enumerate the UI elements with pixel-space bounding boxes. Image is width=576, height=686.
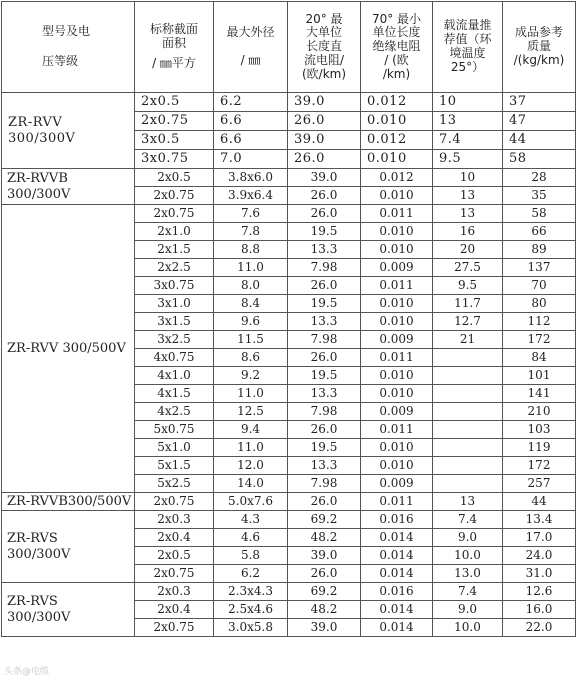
model-line: ZR-RVVB300/500V <box>7 493 132 509</box>
table-cell: 27.5 <box>433 259 503 277</box>
table-cell <box>433 403 503 421</box>
table-cell: 19.5 <box>288 367 361 385</box>
table-cell: 2x0.5 <box>135 547 214 565</box>
table-cell: 9.6 <box>214 313 288 331</box>
table-cell: 11.5 <box>214 331 288 349</box>
table-cell: 26.0 <box>288 150 361 169</box>
table-cell: 28 <box>503 169 576 187</box>
table-cell: 7.4 <box>433 583 503 601</box>
table-cell <box>433 421 503 439</box>
table-cell: 2x0.5 <box>135 169 214 187</box>
table-cell: 10.0 <box>433 619 503 637</box>
table-cell: 13 <box>433 493 503 511</box>
table-cell: 6.6 <box>214 131 288 150</box>
table-cell: 13 <box>433 187 503 205</box>
model-line: 300/300V <box>7 546 71 562</box>
table-row <box>2 583 576 601</box>
table-cell: 26.0 <box>288 493 361 511</box>
table-cell: 3x0.75 <box>135 150 214 169</box>
table-cell: 4.6 <box>214 529 288 547</box>
table-cell: 19.5 <box>288 295 361 313</box>
table-cell: 6.2 <box>214 565 288 583</box>
table-cell: 2x0.3 <box>135 511 214 529</box>
model-line: ZR-RVS <box>7 593 58 609</box>
table-cell: 3x1.0 <box>135 295 214 313</box>
table-cell: 24.0 <box>503 547 576 565</box>
table-cell: 47 <box>503 112 576 131</box>
table-cell: 11.0 <box>214 439 288 457</box>
model-cell <box>2 493 135 511</box>
table-cell: 8.0 <box>214 277 288 295</box>
table-cell: 0.010 <box>361 187 433 205</box>
table-cell: 39.0 <box>288 131 361 150</box>
table-cell: 172 <box>503 457 576 475</box>
table-cell: 3.8x6.0 <box>214 169 288 187</box>
table-cell: 0.010 <box>361 367 433 385</box>
table-cell: 12.6 <box>503 583 576 601</box>
table-cell: 257 <box>503 475 576 493</box>
table-cell: 103 <box>503 421 576 439</box>
table-cell: 0.012 <box>361 169 433 187</box>
table-cell: 0.011 <box>361 421 433 439</box>
table-cell: 5x2.5 <box>135 475 214 493</box>
table-cell: 11.0 <box>214 385 288 403</box>
header-reference-weight: 成品参考 质量 /(kg/km) <box>503 2 576 93</box>
table-cell: 26.0 <box>288 565 361 583</box>
model-line: 300/300V <box>8 130 76 146</box>
table-cell: 0.010 <box>361 223 433 241</box>
table-cell: 39.0 <box>288 547 361 565</box>
table-cell: 69.2 <box>288 583 361 601</box>
table-cell: 13.3 <box>288 241 361 259</box>
table-cell: 22.0 <box>503 619 576 637</box>
table-cell: 7.98 <box>288 403 361 421</box>
table-cell: 13.3 <box>288 457 361 475</box>
table-cell: 19.5 <box>288 439 361 457</box>
table-cell: 26.0 <box>288 205 361 223</box>
table-cell: 0.014 <box>361 565 433 583</box>
model-cell <box>2 583 135 637</box>
table-cell: 172 <box>503 331 576 349</box>
table-cell: 7.98 <box>288 331 361 349</box>
table-cell: 2.3x4.3 <box>214 583 288 601</box>
cable-spec-table <box>1 1 576 637</box>
table-cell: 80 <box>503 295 576 313</box>
table-cell: 137 <box>503 259 576 277</box>
header-current-capacity: 载流量推 荐值（环 境温度 25°） <box>433 2 503 93</box>
table-cell: 2.5x4.6 <box>214 601 288 619</box>
table-cell: 12.7 <box>433 313 503 331</box>
table-cell: 26.0 <box>288 187 361 205</box>
table-cell: 2x0.75 <box>135 205 214 223</box>
table-cell: 2x0.4 <box>135 529 214 547</box>
table-cell: 5x1.0 <box>135 439 214 457</box>
model-line: ZR-RVS <box>7 530 58 546</box>
table-cell: 4x1.0 <box>135 367 214 385</box>
table-cell: 2x0.75 <box>135 112 214 131</box>
table-cell <box>433 385 503 403</box>
table-cell: 5.0x7.6 <box>214 493 288 511</box>
table-cell: 16.0 <box>503 601 576 619</box>
table-cell <box>433 349 503 367</box>
table-cell: 7.6 <box>214 205 288 223</box>
table-cell <box>433 457 503 475</box>
table-cell: 3x0.5 <box>135 131 214 150</box>
header-nominal-area: 标称截面 面积 / ㎜平方 <box>135 2 214 93</box>
table-cell: 2x0.75 <box>135 493 214 511</box>
table-cell: 37 <box>503 93 576 112</box>
table-cell <box>433 439 503 457</box>
table-cell: 13.3 <box>288 313 361 331</box>
table-cell: 8.8 <box>214 241 288 259</box>
table-cell: 26.0 <box>288 112 361 131</box>
table-cell: 0.010 <box>361 241 433 259</box>
table-cell: 0.010 <box>361 385 433 403</box>
table-cell: 9.5 <box>433 150 503 169</box>
table-cell: 19.5 <box>288 223 361 241</box>
table-cell: 9.0 <box>433 529 503 547</box>
table-cell: 112 <box>503 313 576 331</box>
table-cell: 9.0 <box>433 601 503 619</box>
table-cell: 210 <box>503 403 576 421</box>
watermark-text: 头条@电缆 <box>4 667 50 677</box>
table-cell: 3x0.75 <box>135 277 214 295</box>
table-cell: 13.0 <box>433 565 503 583</box>
table-cell: 10.0 <box>433 547 503 565</box>
table-cell: 58 <box>503 150 576 169</box>
table-cell: 0.009 <box>361 475 433 493</box>
table-cell: 84 <box>503 349 576 367</box>
table-cell: 3.0x5.8 <box>214 619 288 637</box>
table-cell: 16 <box>433 223 503 241</box>
table-cell: 11.0 <box>214 259 288 277</box>
table-cell: 10 <box>433 93 503 112</box>
table-cell: 0.011 <box>361 349 433 367</box>
table-cell: 44 <box>503 131 576 150</box>
table-cell: 3x1.5 <box>135 313 214 331</box>
table-cell: 0.010 <box>361 150 433 169</box>
table-cell: 48.2 <box>288 529 361 547</box>
table-cell <box>433 367 503 385</box>
model-cell <box>2 511 135 583</box>
table-cell: 8.6 <box>214 349 288 367</box>
table-cell: 31.0 <box>503 565 576 583</box>
table-cell: 2x0.75 <box>135 619 214 637</box>
table-cell: 0.010 <box>361 457 433 475</box>
table-cell: 0.012 <box>361 131 433 150</box>
table-cell: 2x1.0 <box>135 223 214 241</box>
model-line: 300/300V <box>7 609 71 625</box>
table-cell: 0.011 <box>361 205 433 223</box>
table-cell: 119 <box>503 439 576 457</box>
table-cell: 0.014 <box>361 547 433 565</box>
table-cell: 9.4 <box>214 421 288 439</box>
table-cell: 26.0 <box>288 421 361 439</box>
table-cell: 7.98 <box>288 259 361 277</box>
table-cell: 26.0 <box>288 349 361 367</box>
table-cell: 13.4 <box>503 511 576 529</box>
table-cell: 0.010 <box>361 112 433 131</box>
table-cell: 2x0.75 <box>135 187 214 205</box>
header-dc-resistance: 20° 最 大单位 长度直 流电阻/ (欧/km) <box>288 2 361 93</box>
table-cell: 2x2.5 <box>135 259 214 277</box>
header-insulation-resistance: 70° 最小 单位长度 绝缘电阻 / (欧 /km) <box>361 2 433 93</box>
table-cell: 48.2 <box>288 601 361 619</box>
table-cell: 26.0 <box>288 277 361 295</box>
table-cell: 0.010 <box>361 295 433 313</box>
table-cell: 35 <box>503 187 576 205</box>
table-cell: 0.014 <box>361 619 433 637</box>
table-cell: 0.011 <box>361 277 433 295</box>
table-cell: 13 <box>433 112 503 131</box>
table-row <box>2 493 576 511</box>
table-cell: 8.4 <box>214 295 288 313</box>
table-cell: 69.2 <box>288 511 361 529</box>
model-cell <box>2 169 135 205</box>
table-cell: 17.0 <box>503 529 576 547</box>
table-cell: 44 <box>503 493 576 511</box>
table-cell: 0.010 <box>361 313 433 331</box>
model-line: ZR-RVV <box>8 114 63 130</box>
table-cell: 0.016 <box>361 511 433 529</box>
table-cell: 0.009 <box>361 259 433 277</box>
table-cell: 0.010 <box>361 439 433 457</box>
model-cell <box>2 205 135 493</box>
table-cell: 0.009 <box>361 331 433 349</box>
table-cell: 141 <box>503 385 576 403</box>
table-cell: 101 <box>503 367 576 385</box>
table-row <box>2 205 576 223</box>
table-cell: 66 <box>503 223 576 241</box>
table-cell: 3x2.5 <box>135 331 214 349</box>
table-cell: 13 <box>433 205 503 223</box>
table-cell: 39.0 <box>288 619 361 637</box>
table-header-row <box>2 2 576 93</box>
table-cell: 9.5 <box>433 277 503 295</box>
table-cell: 12.5 <box>214 403 288 421</box>
table-cell: 0.011 <box>361 493 433 511</box>
table-row <box>2 93 576 112</box>
table-cell: 0.012 <box>361 93 433 112</box>
table-cell: 7.8 <box>214 223 288 241</box>
table-cell: 11.7 <box>433 295 503 313</box>
model-cell <box>2 93 135 169</box>
table-cell: 2x1.5 <box>135 241 214 259</box>
table-cell: 13.3 <box>288 385 361 403</box>
table-cell: 70 <box>503 277 576 295</box>
table-cell: 14.0 <box>214 475 288 493</box>
table-cell: 5x0.75 <box>135 421 214 439</box>
table-cell: 20 <box>433 241 503 259</box>
table-cell: 4x1.5 <box>135 385 214 403</box>
table-cell: 0.016 <box>361 583 433 601</box>
table-cell: 0.009 <box>361 403 433 421</box>
model-line: ZR-RVV 300/500V <box>7 340 126 356</box>
table-cell: 89 <box>503 241 576 259</box>
table-cell: 21 <box>433 331 503 349</box>
table-cell: 9.2 <box>214 367 288 385</box>
table-cell: 12.0 <box>214 457 288 475</box>
table-cell: 10 <box>433 169 503 187</box>
table-cell: 0.014 <box>361 601 433 619</box>
table-cell: 4x2.5 <box>135 403 214 421</box>
table-cell: 2x0.5 <box>135 93 214 112</box>
table-row <box>2 511 576 529</box>
header-model: 型号及电 压等级 <box>2 2 135 93</box>
table-cell <box>433 475 503 493</box>
table-cell: 2x0.4 <box>135 601 214 619</box>
model-line: 300/300V <box>7 186 71 202</box>
table-body <box>2 93 576 637</box>
table-cell: 6.2 <box>214 93 288 112</box>
table-cell: 7.4 <box>433 511 503 529</box>
table-cell: 2x0.75 <box>135 565 214 583</box>
model-line: ZR-RVVB <box>7 170 68 186</box>
table-cell: 5.8 <box>214 547 288 565</box>
table-cell: 0.014 <box>361 529 433 547</box>
table-cell: 39.0 <box>288 169 361 187</box>
table-cell: 6.6 <box>214 112 288 131</box>
table-cell: 7.98 <box>288 475 361 493</box>
table-cell: 39.0 <box>288 93 361 112</box>
table-cell: 58 <box>503 205 576 223</box>
table-cell: 4x0.75 <box>135 349 214 367</box>
table-cell: 3.9x6.4 <box>214 187 288 205</box>
table-cell: 7.0 <box>214 150 288 169</box>
header-max-diameter: 最大外径 / ㎜ <box>214 2 288 93</box>
table-cell: 7.4 <box>433 131 503 150</box>
table-cell: 2x0.3 <box>135 583 214 601</box>
table-cell: 5x1.5 <box>135 457 214 475</box>
table-cell: 4.3 <box>214 511 288 529</box>
table-row <box>2 169 576 187</box>
